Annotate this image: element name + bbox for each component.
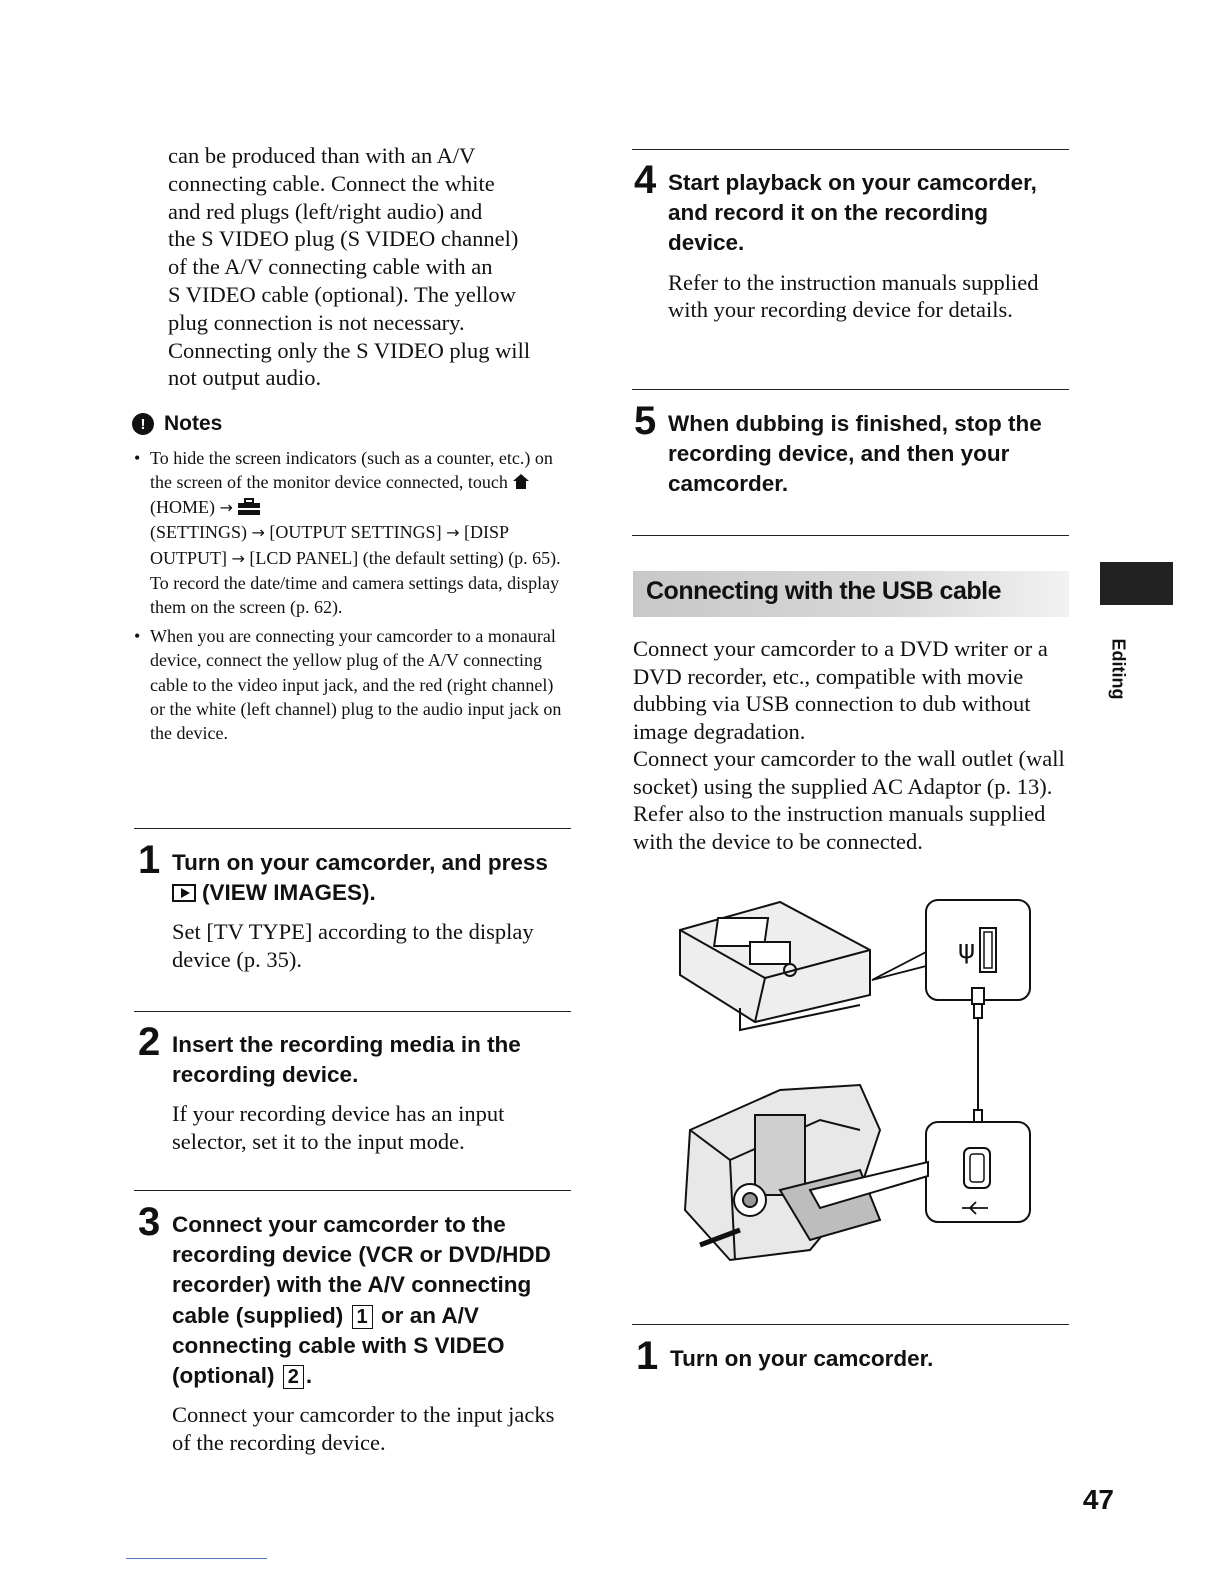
- arrow-icon: →: [219, 497, 233, 517]
- divider: [632, 149, 1069, 150]
- callout-number: 2: [283, 1365, 304, 1389]
- step-number: 3: [138, 1200, 161, 1244]
- view-images-icon: [172, 884, 196, 902]
- notes-list: [132, 446, 572, 750]
- note-item: [132, 446, 572, 620]
- divider: [134, 828, 571, 829]
- intro-paragraph: [168, 142, 568, 392]
- camcorder-illustration: [685, 1085, 928, 1260]
- step-number: 5: [634, 399, 657, 443]
- section-title: Connecting with the USB cable: [646, 577, 1001, 605]
- callout-pointer: [872, 950, 930, 980]
- note-item: [132, 624, 572, 746]
- callout-number: 1: [352, 1305, 373, 1329]
- intro-line: plug connection is not necessary.: [168, 309, 465, 335]
- dvd-writer-illustration: [680, 902, 870, 1030]
- note-text: To hide the screen indicators (such as a counter, etc.) on the screen of the monitor device connected, touch: [150, 448, 553, 493]
- home-icon: [512, 473, 530, 490]
- step-body: Refer to the instruction manuals supplied with your recording device for details.: [668, 269, 1039, 323]
- footer-line: [126, 1558, 267, 1559]
- arrow-icon: →: [231, 548, 245, 568]
- usb-connection-illustration: [660, 890, 1050, 1280]
- notes-title: Notes: [164, 412, 223, 435]
- intro-line: not output audio.: [168, 365, 322, 391]
- step-heading-text: (VIEW IMAGES).: [202, 880, 376, 906]
- intro-line: of the A/V connecting cable with an: [168, 254, 493, 280]
- toolbox-icon: [237, 498, 261, 516]
- note-extra: To record the date/time and camera settings data, display them on the screen (p. 62).: [150, 573, 560, 618]
- step-heading-text: Connect your camcorder to the recording device (VCR or DVD/HDD recorder) with the A/V connecting cable (supplied): [172, 1212, 551, 1328]
- divider: [632, 389, 1069, 390]
- chapter-tab: [1100, 562, 1173, 605]
- usb-para-1: Connect your camcorder to a DVD writer or a DVD recorder, etc., compatible with movie dubbing via USB connection to dub without image degradation.: [633, 636, 1048, 744]
- note-disp-output: [DISP OUTPUT]: [150, 522, 509, 568]
- step-1: [138, 838, 574, 974]
- arrow-icon: →: [251, 523, 265, 543]
- intro-line: connecting cable. Connect the white: [168, 170, 495, 196]
- divider: [134, 1011, 571, 1012]
- arrow-icon: →: [446, 523, 460, 543]
- intro-line: and red plugs (left/right audio) and: [168, 198, 483, 224]
- intro-line: can be produced than with an A/V: [168, 143, 476, 168]
- note-lcd-panel: [LCD PANEL] (the default setting) (p. 65).: [249, 547, 561, 568]
- chapter-label: Editing: [1108, 638, 1129, 700]
- step-heading: [172, 1210, 574, 1391]
- usb-port-callout: [926, 900, 1030, 1000]
- notes-heading: [132, 412, 222, 436]
- usb-cable: [972, 988, 984, 1138]
- notes-icon: !: [132, 413, 154, 435]
- divider: [632, 1324, 1069, 1325]
- step-1-usb: [636, 1334, 1072, 1378]
- step-2: [138, 1020, 574, 1156]
- divider: [134, 1190, 571, 1191]
- step-number: 4: [634, 158, 657, 202]
- step-5: [634, 399, 1070, 500]
- step-heading: Turn on your camcorder.: [670, 1346, 934, 1371]
- note-home-label: (HOME): [150, 496, 215, 517]
- intro-line: Connecting only the S VIDEO plug will: [168, 337, 531, 363]
- step-heading-text: .: [305, 1363, 313, 1389]
- step-heading: [172, 848, 574, 908]
- step-heading: Start playback on your camcorder, and record it on the recording device.: [668, 170, 1037, 256]
- note-output-settings: [OUTPUT SETTINGS]: [269, 522, 442, 543]
- step-number: 1: [138, 838, 161, 882]
- step-heading: Insert the recording media in the recording device.: [172, 1032, 521, 1088]
- step-number: 1: [636, 1334, 659, 1378]
- step-body: If your recording device has an input selector, set it to the input mode.: [172, 1101, 505, 1155]
- note-text: When you are connecting your camcorder to a monaural device, connect the yellow plug of the A/V connecting cable to the video input jack, and the red (right channel) or the white (left channel) plug to the audio input jack on the device.: [150, 625, 562, 744]
- page-number: 47: [1082, 1484, 1114, 1515]
- step-heading-text: Turn on your camcorder, and press: [172, 850, 548, 875]
- step-body: Set [TV TYPE] according to the display device (p. 35).: [172, 919, 534, 973]
- step-4: [634, 158, 1070, 324]
- step-heading: When dubbing is finished, stop the recording device, and then your camcorder.: [668, 411, 1042, 497]
- usb-paragraph: [633, 635, 1069, 855]
- divider: [632, 535, 1069, 536]
- usb-port-icon: [980, 928, 996, 972]
- note-settings-label: (SETTINGS): [150, 522, 247, 543]
- usb-symbol-icon: ψ: [958, 935, 976, 965]
- intro-line: the S VIDEO plug (S VIDEO channel): [168, 226, 519, 252]
- step-heading-text: or an A/V connecting cable with S VIDEO (optional): [172, 1302, 505, 1389]
- step-body: Connect your camcorder to the input jacks of the recording device.: [172, 1402, 555, 1456]
- usb-para-2: Connect your camcorder to the wall outlet (wall socket) using the supplied AC Adaptor (p. 13). Refer also to the instruction manuals supplied with the device to be connected.: [633, 746, 1065, 854]
- intro-line: S VIDEO cable (optional). The yellow: [168, 281, 516, 307]
- step-3: [138, 1200, 574, 1457]
- step-number: 2: [138, 1020, 161, 1064]
- section-banner: [633, 571, 1069, 617]
